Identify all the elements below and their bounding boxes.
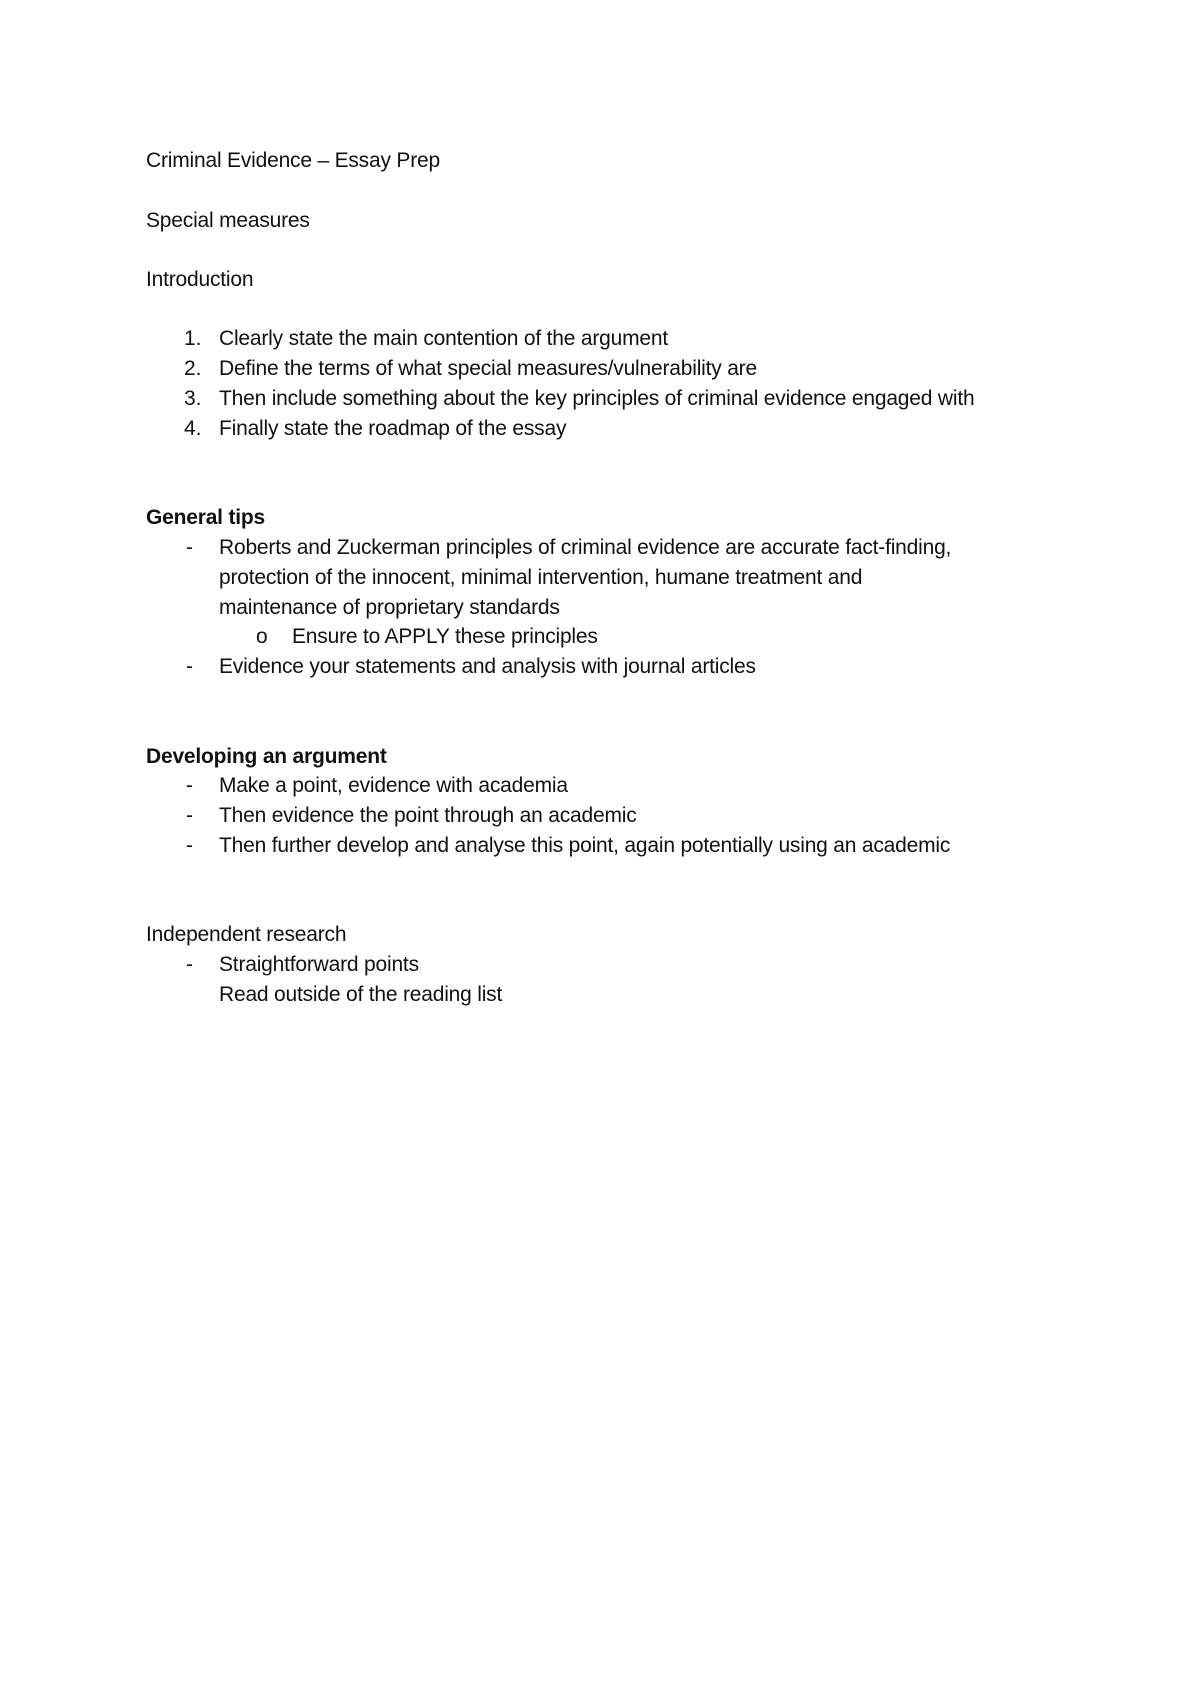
list-item: Make a point, evidence with academia	[219, 774, 568, 797]
list-marker: 2.	[184, 357, 202, 380]
list-item: Then include something about the key principles of criminal evidence engaged with	[219, 387, 975, 410]
list-item: Define the terms of what special measures/vulnerability are	[219, 357, 757, 380]
list-item: Straightforward points	[219, 953, 419, 976]
list-item: Then further develop and analyse this point, again potentially using an academic	[219, 834, 951, 857]
list-item-continuation: Read outside of the reading list	[219, 983, 503, 1006]
independent-research-heading: Independent research	[146, 923, 347, 946]
general-tips-heading: General tips	[146, 506, 265, 529]
list-item-line: maintenance of proprietary standards	[219, 596, 560, 619]
list-item: Evidence your statements and analysis with journal articles	[219, 655, 756, 678]
developing-argument-heading: Developing an argument	[146, 745, 387, 768]
bullet-dash: -	[186, 774, 193, 797]
topic-heading: Special measures	[146, 209, 310, 232]
list-item-line: protection of the innocent, minimal intervention, humane treatment and	[219, 566, 863, 589]
list-marker: 3.	[184, 387, 202, 410]
list-item: Clearly state the main contention of the argument	[219, 327, 668, 350]
sub-list-item: Ensure to APPLY these principles	[292, 625, 598, 648]
list-marker: 4.	[184, 417, 202, 440]
bullet-dash: -	[186, 804, 193, 827]
list-item: Then evidence the point through an academic	[219, 804, 637, 827]
introduction-heading: Introduction	[146, 268, 254, 291]
list-item: Finally state the roadmap of the essay	[219, 417, 567, 440]
list-marker: 1.	[184, 327, 202, 350]
sub-bullet: o	[256, 625, 268, 648]
bullet-dash: -	[186, 655, 193, 678]
bullet-dash: -	[186, 536, 193, 559]
document-title: Criminal Evidence – Essay Prep	[146, 149, 440, 172]
list-item-line: Roberts and Zuckerman principles of criminal evidence are accurate fact-finding,	[219, 536, 952, 559]
bullet-dash: -	[186, 834, 193, 857]
bullet-dash: -	[186, 953, 193, 976]
